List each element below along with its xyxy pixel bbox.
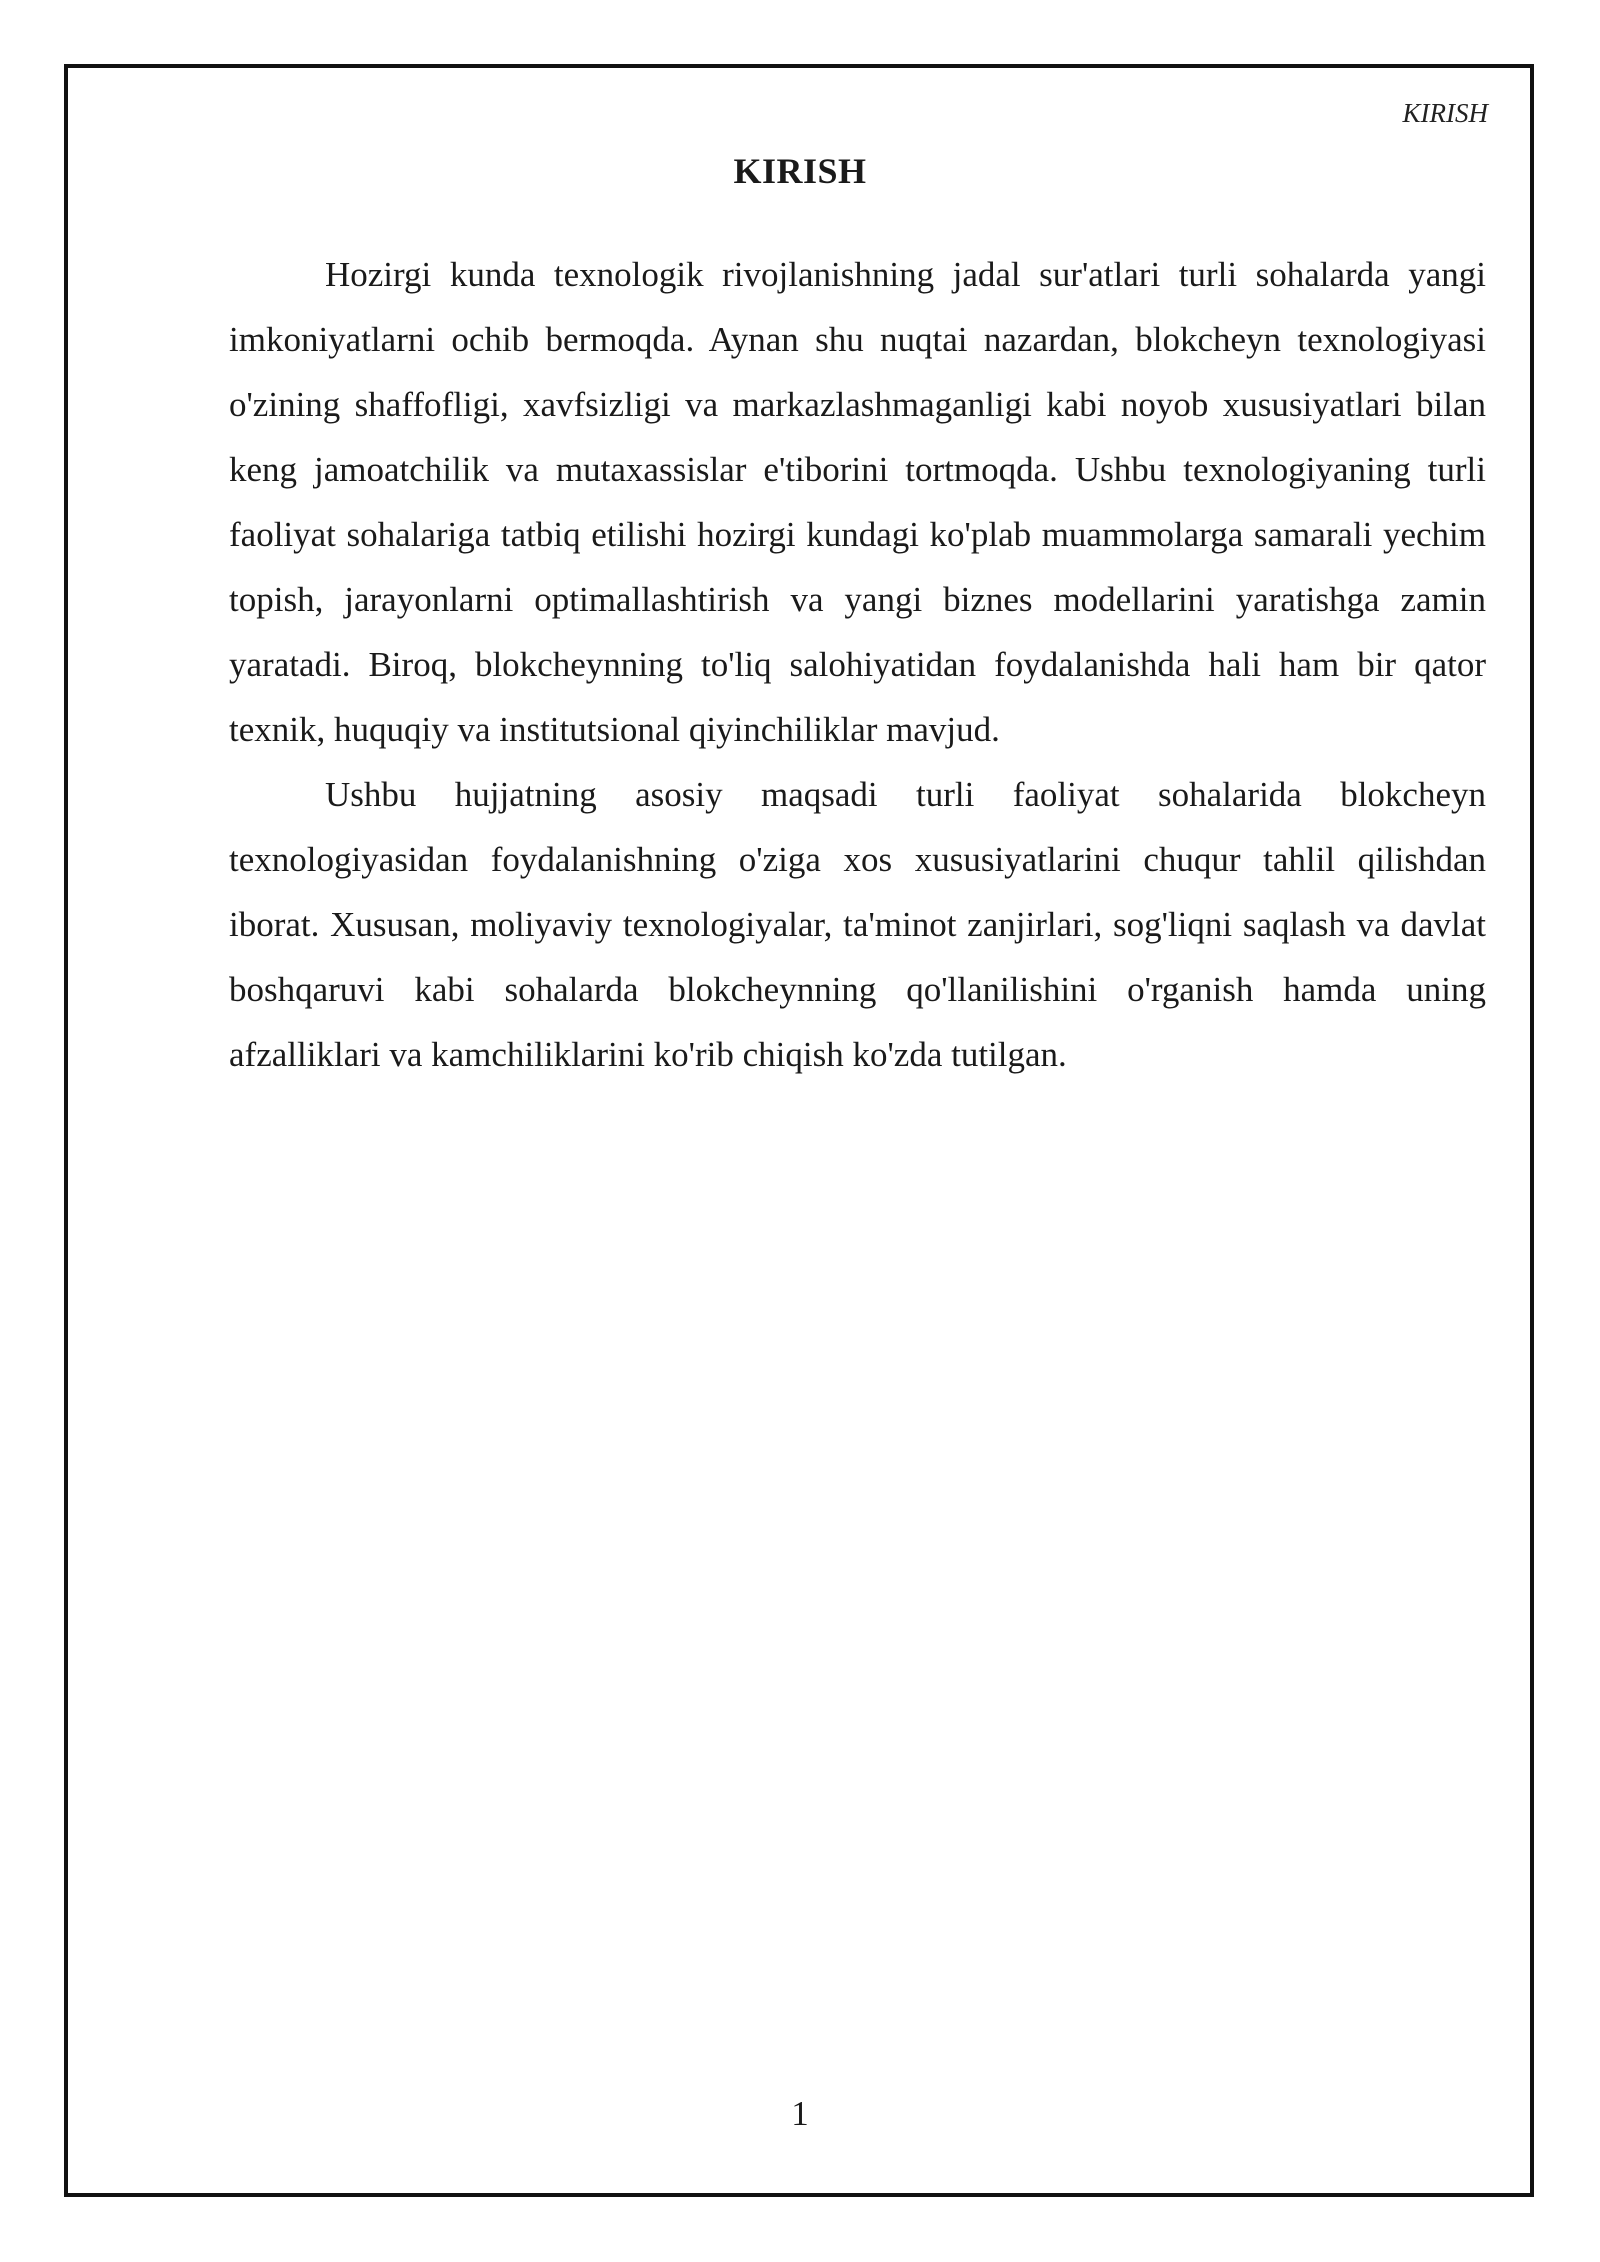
page-number: 1: [791, 2094, 809, 2133]
body-text: [229, 242, 1486, 1087]
page-title: KIRISH: [733, 151, 867, 191]
paragraph-1: Hozirgi kunda texnologik rivojlanishning jadal sur'atlari turli sohalarda yangi imkoniyatlarni ochib bermoqda. Aynan shu nuqtai nazardan, blokcheyn texnologiyasi o'zining shaffofligi, xavfsizligi va markazlashmaganligi kabi noyob xususiyatlari bilan keng jamoatchilik va mutaxassislar e'tiborini tortmoqda. Ushbu texnologiyaning turli faoliyat sohalariga tatbiq etilishi hozirgi kundagi ko'plab muammolarga samarali yechim topish, jarayonlarni optimallashtirish va yangi biznes modellarini yaratishga zamin yaratadi. Biroq, blokcheynning to'liq salohiyatidan foydalanishda hali ham bir qator texnik, huquqiy va institutsional qiyinchiliklar mavjud.: [229, 255, 1486, 749]
running-header: KIRISH: [1402, 98, 1488, 128]
paragraph-2: Ushbu hujjatning asosiy maqsadi turli faoliyat sohalarida blokcheyn texnologiyasidan foydalanishning o'ziga xos xususiyatlarini chuqur tahlil qilishdan iborat. Xususan, moliyaviy texnologiyalar, ta'minot zanjirlari, sog'liqni saqlash va davlat boshqaruvi kabi sohalarda blokcheynning qo'llanilishini o'rganish hamda uning afzalliklari va kamchiliklarini ko'rib chiqish ko'zda tutilgan.: [229, 775, 1486, 1074]
